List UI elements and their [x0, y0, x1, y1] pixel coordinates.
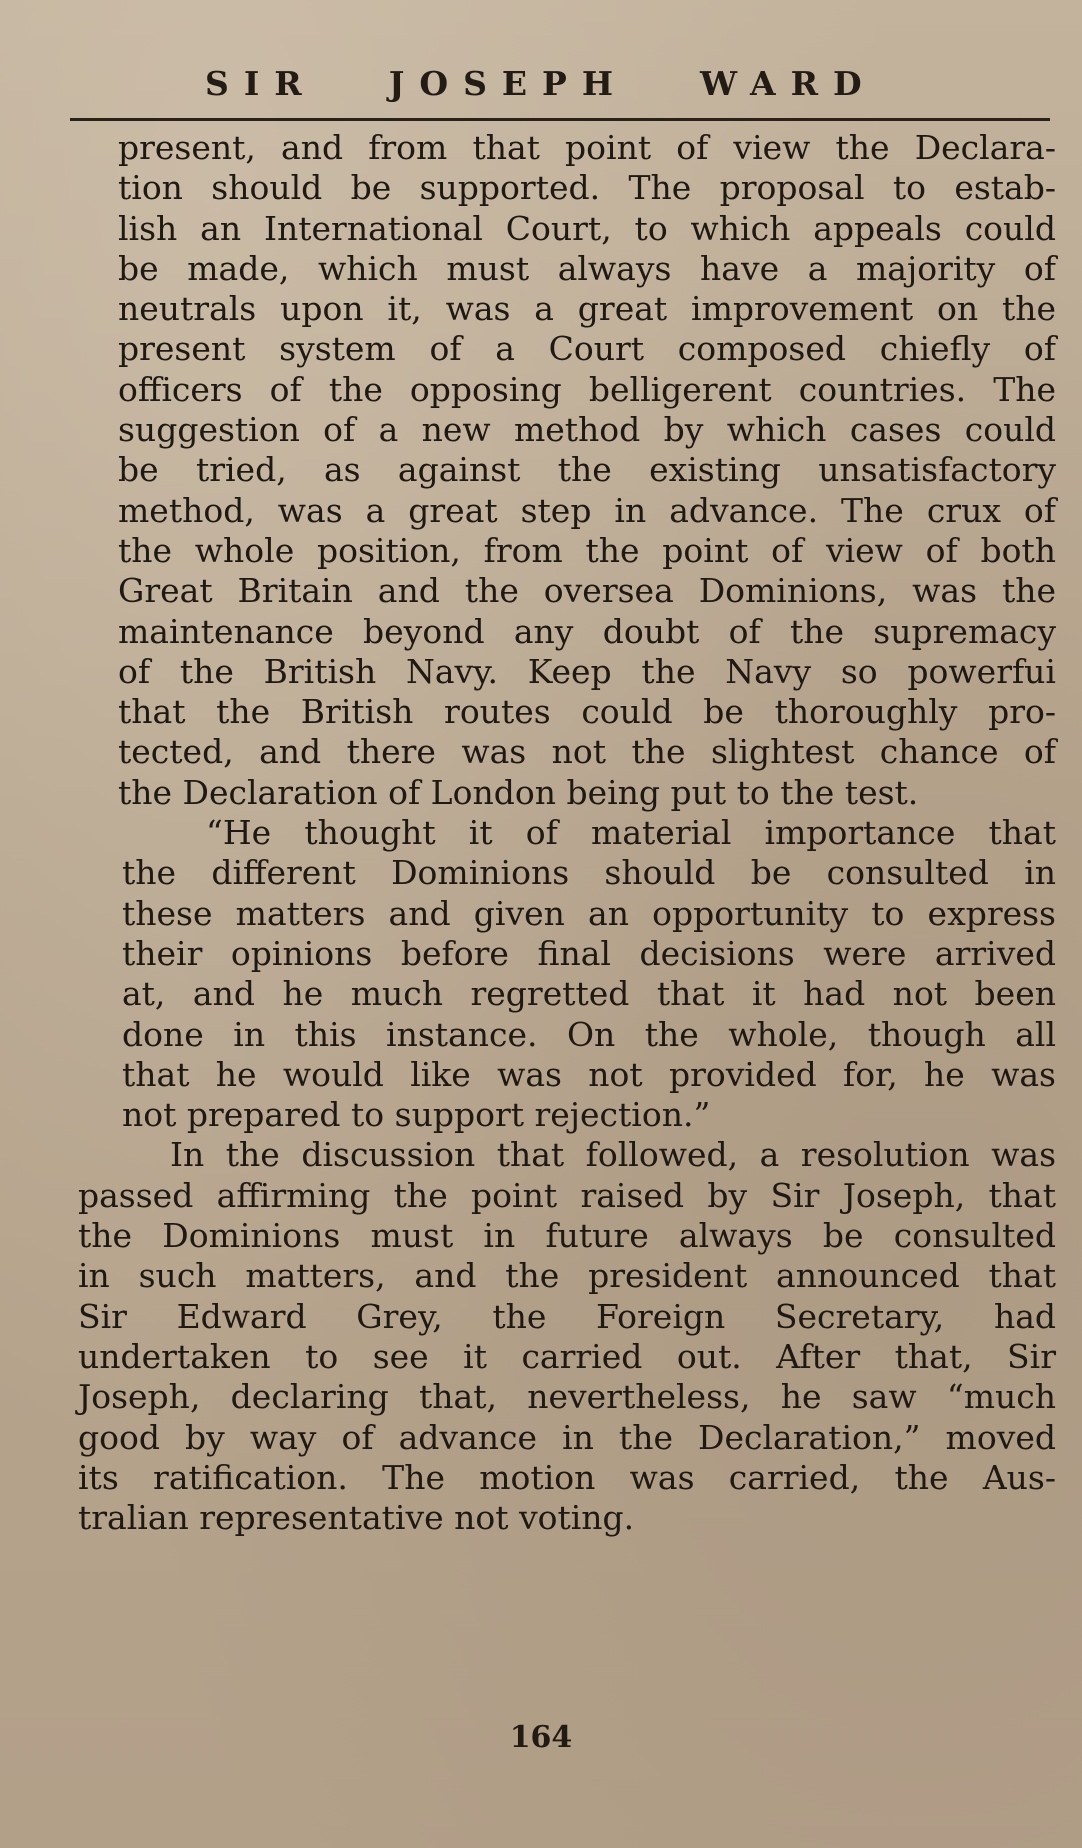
text-line: the whole position, from the point of view of both: [118, 530, 1056, 570]
running-head-word-2: JOSEPH: [388, 64, 629, 103]
text-line: lish an International Court, to which appeals could: [118, 208, 1056, 248]
text-line: its ratification. The motion was carried, the Aus-: [78, 1457, 1056, 1497]
running-head-word-1: SIR: [205, 64, 317, 103]
text-line: that the British routes could be thoroughly pro-: [118, 692, 1056, 732]
text-line: in such matters, and the president announced that: [78, 1256, 1056, 1296]
text-line: be made, which must always have a majority of: [118, 248, 1056, 288]
text-line: of the British Navy. Keep the Navy so powerfui: [118, 651, 1056, 691]
text-line: Great Britain and the oversea Dominions, was the: [118, 571, 1056, 611]
header-rule: [70, 118, 1050, 121]
text-line: Sir Edward Grey, the Foreign Secretary, had: [78, 1296, 1056, 1336]
text-line: the different Dominions should be consulted in: [122, 853, 1056, 893]
text-line: the Dominions must in future always be consulted: [78, 1216, 1056, 1256]
text-line: be tried, as against the existing unsatisfactory: [118, 450, 1056, 490]
text-line: present system of a Court composed chiefly of: [118, 329, 1056, 369]
text-line: officers of the opposing belligerent countries. The: [118, 369, 1056, 409]
text-line: method, was a great step in advance. The crux of: [118, 490, 1056, 530]
text-line: suggestion of a new method by which cases could: [118, 410, 1056, 450]
text-line: tralian representative not voting.: [78, 1498, 635, 1538]
running-head: [205, 64, 925, 103]
text-line: tected, and there was not the slightest chance of: [118, 732, 1056, 772]
text-line: not prepared to support rejection.”: [122, 1095, 711, 1135]
text-line: that he would like was not provided for, he was: [122, 1054, 1056, 1094]
paragraph-narrative: [78, 1135, 1056, 1538]
text-line: tion should be supported. The proposal to estab-: [118, 168, 1056, 208]
text-line: maintenance beyond any doubt of the supremacy: [118, 611, 1056, 651]
text-line: the Declaration of London being put to the test.: [118, 772, 919, 812]
running-head-word-3: WARD: [700, 64, 877, 103]
text-line: “He thought it of material importance that: [206, 813, 1056, 853]
text-line: their opinions before final decisions were arrived: [122, 933, 1056, 973]
text-line: at, and he much regretted that it had not been: [122, 974, 1056, 1014]
text-line: undertaken to see it carried out. After that, Sir: [78, 1336, 1056, 1376]
text-line: these matters and given an opportunity to express: [122, 893, 1056, 933]
text-line: done in this instance. On the whole, though all: [122, 1014, 1056, 1054]
text-line: neutrals upon it, was a great improvement on the: [118, 289, 1056, 329]
text-line: passed affirming the point raised by Sir Joseph, that: [78, 1175, 1056, 1215]
paragraph-continued: [78, 128, 1056, 813]
text-line: present, and from that point of view the Declara-: [118, 128, 1056, 167]
page-number: 164: [509, 1720, 573, 1755]
text-line: In the discussion that followed, a resolution was: [170, 1135, 1056, 1175]
paragraph-quotation: [78, 813, 1056, 1135]
body-text: [78, 128, 1056, 1538]
text-line: good by way of advance in the Declaration,” moved: [78, 1417, 1056, 1457]
text-line: Joseph, declaring that, nevertheless, he saw “much: [78, 1377, 1056, 1417]
